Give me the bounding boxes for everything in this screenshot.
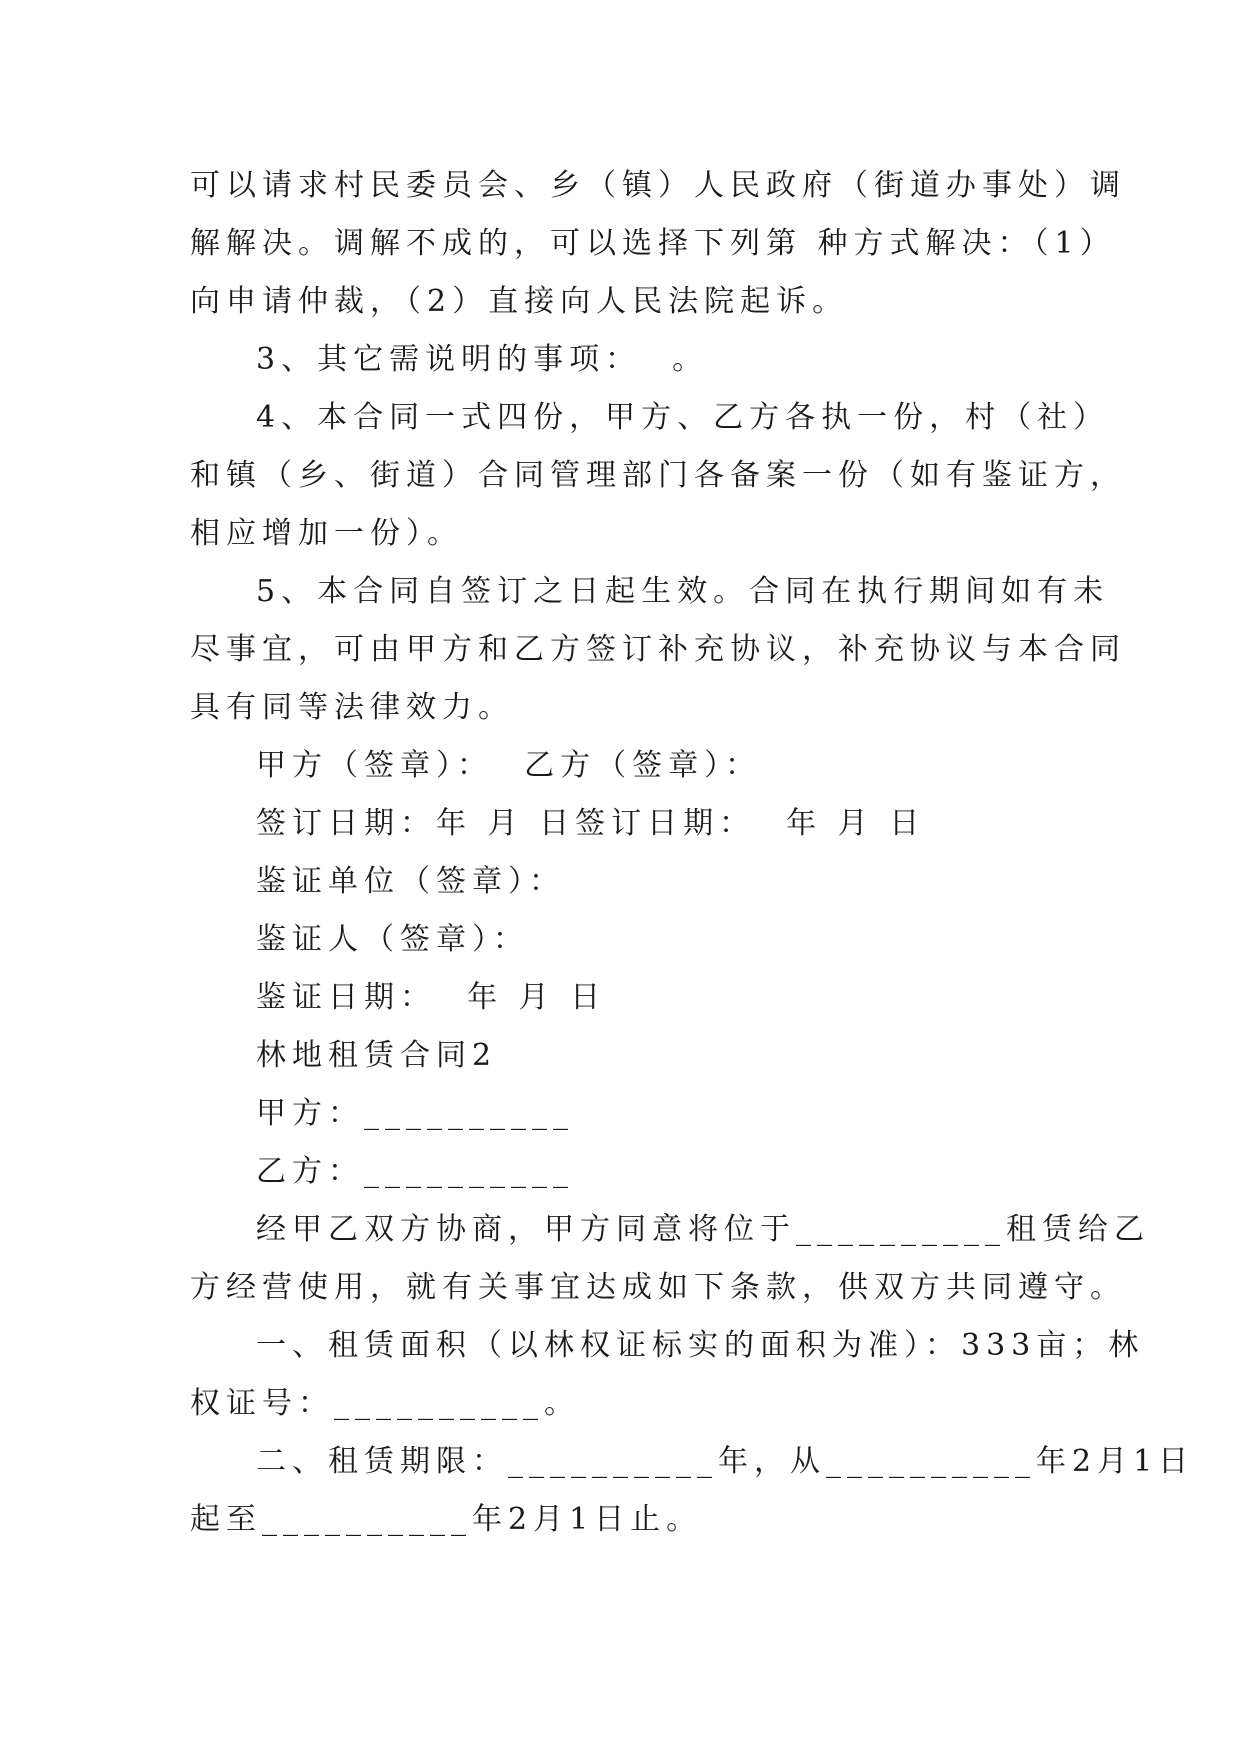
- paragraph-line: 一、租赁面积（以林权证标实的面积为准）：333亩；林: [256, 1328, 1145, 1363]
- contract-title: 林地租赁合同2: [256, 1038, 498, 1073]
- witness-unit-line: 鉴证单位（签章）：: [256, 864, 565, 899]
- paragraph-line: 相应增加一份）。: [190, 516, 463, 551]
- paragraph-line: 尽事宜，可由甲方和乙方签订补充协议，补充协议与本合同: [190, 632, 1126, 667]
- witness-date-line: 鉴证日期： 年 月 日: [256, 980, 607, 1015]
- paragraph-line: 具有同等法律效力。: [190, 690, 514, 725]
- paragraph-line: 起至__________年2月1日止。: [190, 1502, 703, 1537]
- paragraph-line: 可以请求村民委员会、乡（镇）人民政府（街道办事处）调: [190, 168, 1126, 203]
- paragraph-line: 解解决。调解不成的，可以选择下列第 种方式解决：（1）: [190, 226, 1116, 261]
- paragraph-line: 权证号：__________。: [190, 1386, 580, 1421]
- party-b-line: 乙方：__________: [256, 1154, 574, 1189]
- witness-person-line: 鉴证人（签章）：: [256, 922, 529, 957]
- paragraph-line: 5、本合同自签订之日起生效。合同在执行期间如有未: [256, 574, 1110, 609]
- paragraph-line: 和镇（乡、街道）合同管理部门各备案一份（如有鉴证方，: [190, 458, 1126, 493]
- signing-date-line: 签订日期：年 月 日签订日期： 年 月 日: [256, 806, 926, 841]
- paragraph-line: 4、本合同一式四份，甲方、乙方各执一份，村（社）: [256, 400, 1110, 435]
- paragraph-line: 二、租赁期限：__________年，从__________年2月1日: [256, 1444, 1195, 1479]
- paragraph-line: 3、其它需说明的事项： 。: [256, 342, 709, 377]
- party-a-line: 甲方：__________: [256, 1096, 574, 1131]
- paragraph-line: 方经营使用，就有关事宜达成如下条款，供双方共同遵守。: [190, 1270, 1126, 1305]
- signature-line: 甲方（签章）： 乙方（签章）：: [256, 748, 762, 783]
- paragraph-line: 向申请仲裁，（2）直接向人民法院起诉。: [190, 284, 849, 319]
- paragraph-line: 经甲乙双方协商，甲方同意将位于__________租赁给乙: [256, 1212, 1150, 1247]
